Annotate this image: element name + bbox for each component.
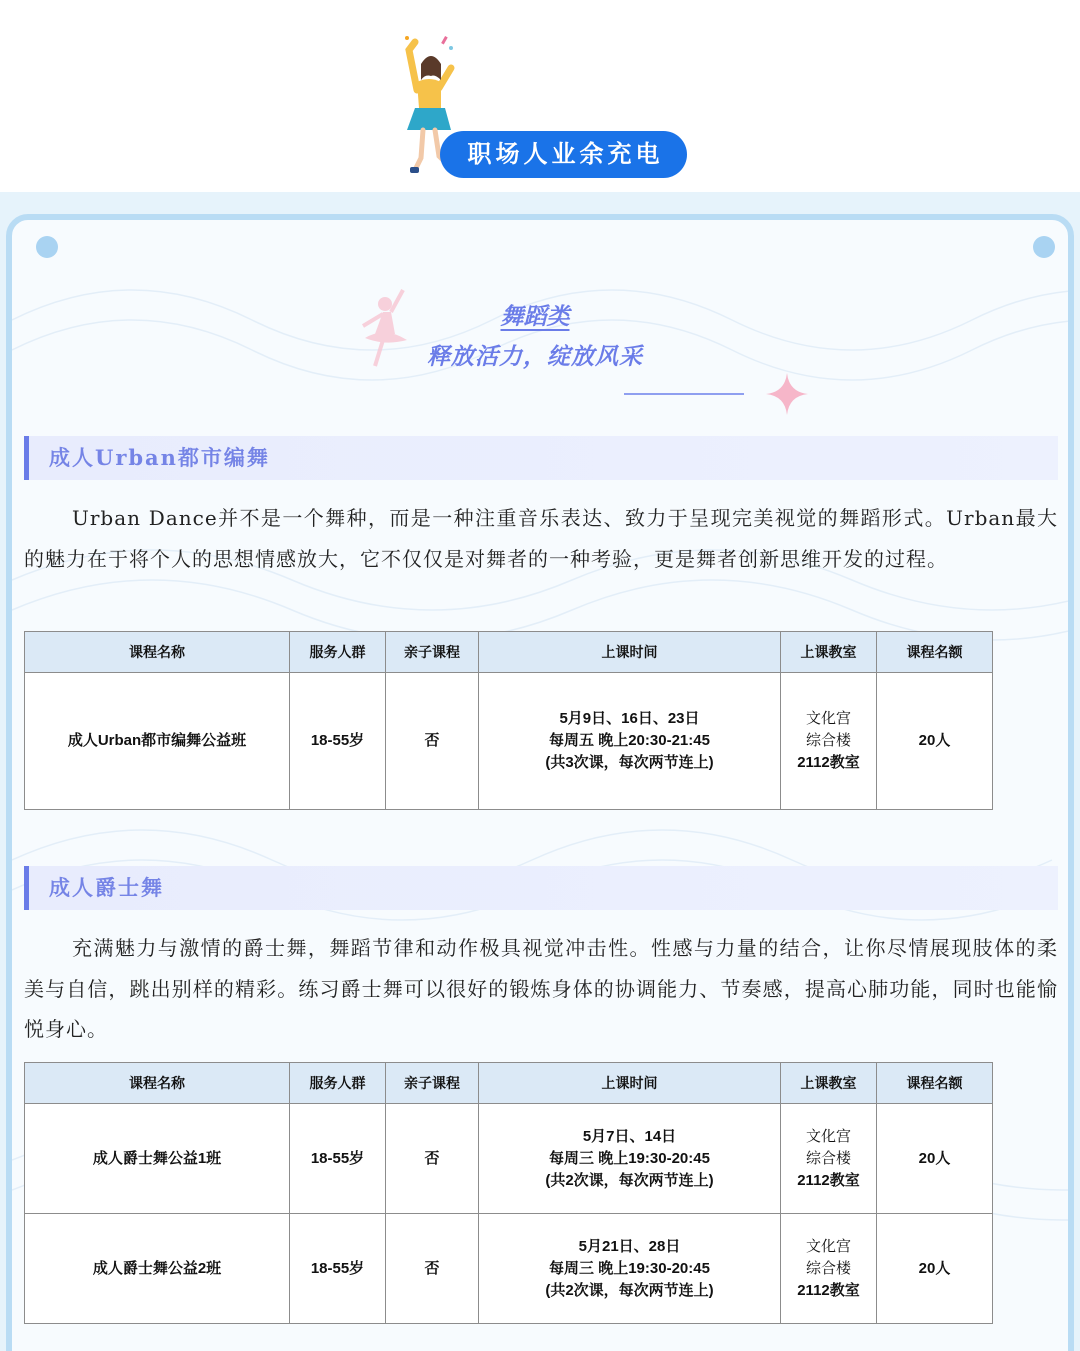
corner-dot-left <box>36 236 58 258</box>
time-note: (共3次课，每次两节连上) <box>545 754 714 771</box>
course-quota: 20人 <box>877 673 993 810</box>
course-time <box>479 673 781 810</box>
course-parent-child: 否 <box>386 1214 479 1324</box>
course-name: 成人Urban都市编舞公益班 <box>25 673 290 810</box>
column-header: 亲子课程 <box>386 632 479 673</box>
column-header: 上课时间 <box>479 632 781 673</box>
course-name: 成人爵士舞公益2班 <box>25 1214 290 1324</box>
course-name: 成人爵士舞公益1班 <box>25 1104 290 1214</box>
column-header: 上课教室 <box>781 632 877 673</box>
table-row <box>25 673 993 810</box>
section-title: 成人爵士舞 <box>49 875 164 900</box>
decorative-line <box>624 393 744 395</box>
course-parent-child: 否 <box>386 1104 479 1214</box>
room-block: 综合楼 <box>805 1149 851 1167</box>
course-parent-child: 否 <box>386 673 479 810</box>
time-note: (共2次课，每次两节连上) <box>545 1171 714 1189</box>
course-audience: 18-55岁 <box>290 1214 386 1324</box>
column-header: 课程名称 <box>25 632 290 673</box>
banner-title: 职场人业余充电 <box>440 131 687 178</box>
time-note: (共2次课，每次两节连上) <box>545 1281 714 1299</box>
time-dates: 5月9日、16日、23日 <box>559 710 700 727</box>
course-table-urban <box>24 631 993 810</box>
room-building: 文化宫 <box>805 710 851 727</box>
table-row <box>25 1104 993 1214</box>
time-dates: 5月7日、14日 <box>582 1127 677 1145</box>
top-banner-area <box>0 0 1080 195</box>
room-block: 综合楼 <box>805 1259 851 1277</box>
sparkle-icon <box>766 373 808 415</box>
time-weekly: 每周三 晚上19:30-20:45 <box>549 1149 710 1167</box>
room-block: 综合楼 <box>805 732 851 749</box>
time-dates: 5月21日、28日 <box>578 1237 681 1255</box>
course-quota: 20人 <box>877 1214 993 1324</box>
column-header: 服务人群 <box>290 632 386 673</box>
corner-dot-right <box>1033 236 1055 258</box>
course-table-jazz <box>24 1062 993 1324</box>
time-weekly: 每周五 晚上20:30-21:45 <box>549 732 710 749</box>
table-header-row <box>25 632 993 673</box>
course-audience: 18-55岁 <box>290 1104 386 1214</box>
room-number: 2112教室 <box>797 1281 860 1299</box>
section-header-jazz <box>24 866 1058 910</box>
course-quota: 20人 <box>877 1104 993 1214</box>
course-room <box>781 673 877 810</box>
room-building: 文化宫 <box>805 1237 851 1255</box>
course-audience: 18-55岁 <box>290 673 386 810</box>
room-number: 2112教室 <box>797 754 860 771</box>
course-time <box>479 1214 781 1324</box>
category-title: 舞蹈类 <box>500 303 570 330</box>
category-subtitle: 释放活力，绽放风采 <box>427 343 643 370</box>
column-header: 亲子课程 <box>386 1063 479 1104</box>
course-room <box>781 1104 877 1214</box>
course-room <box>781 1214 877 1324</box>
column-header: 课程名称 <box>25 1063 290 1104</box>
column-header: 上课教室 <box>781 1063 877 1104</box>
column-header: 课程名额 <box>877 632 993 673</box>
time-weekly: 每周三 晚上19:30-20:45 <box>549 1259 710 1277</box>
column-header: 课程名额 <box>877 1063 993 1104</box>
section-header-urban <box>24 436 1058 480</box>
room-building: 文化宫 <box>805 1127 851 1145</box>
section-description: Urban Dance并不是一个舞种，而是一种注重音乐表达、致力于呈现完美视觉的舞蹈形式。Urban最大的魅力在于将个人的思想情感放大，它不仅仅是对舞者的一种考验，更是舞者创新思维开发的过程。 <box>24 506 1058 571</box>
room-number: 2112教室 <box>797 1171 860 1189</box>
table-row <box>25 1214 993 1324</box>
section-title: 成人Urban都市编舞 <box>49 445 270 470</box>
column-header: 服务人群 <box>290 1063 386 1104</box>
section-description: 充满魅力与激情的爵士舞，舞蹈节律和动作极具视觉冲击性。性感与力量的结合，让你尽情展现肢体的柔美与自信，跳出别样的精彩。练习爵士舞可以很好的锻炼身体的协调能力、节奏感，提高心肺功能，同时也能愉悦身心。 <box>24 936 1058 1041</box>
table-header-row <box>25 1063 993 1104</box>
column-header: 上课时间 <box>479 1063 781 1104</box>
course-time <box>479 1104 781 1214</box>
